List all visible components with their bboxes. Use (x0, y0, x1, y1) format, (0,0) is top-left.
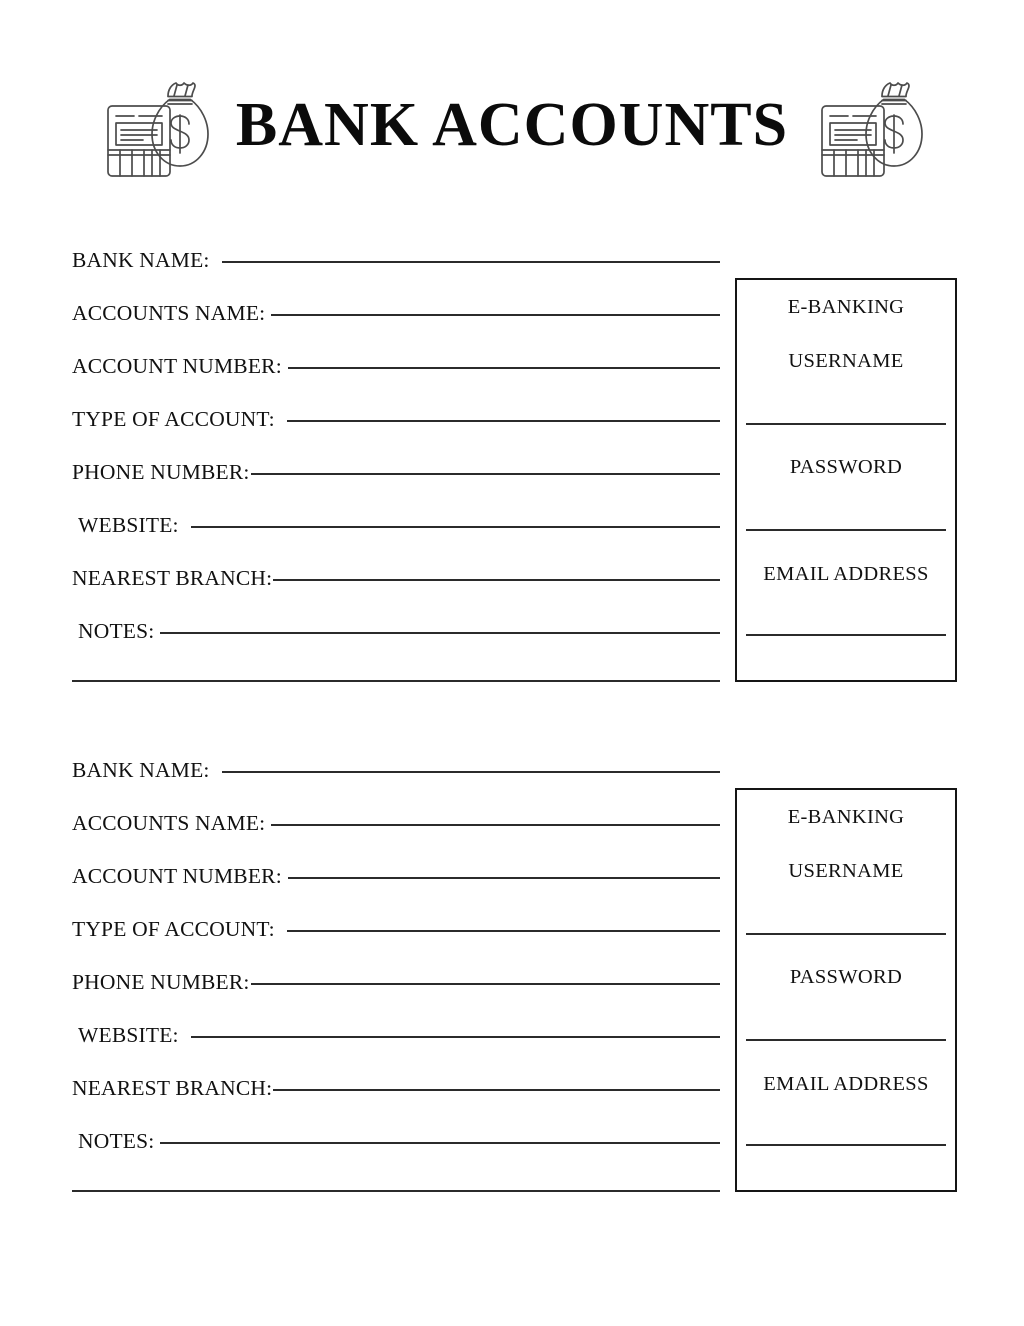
notes-label: NOTES: (78, 619, 155, 643)
ebanking-username-input[interactable] (746, 423, 946, 425)
phone-number-input[interactable] (251, 473, 720, 475)
field-row-nearest-branch[interactable] (72, 566, 720, 596)
field-row-nearest-branch[interactable] (72, 1076, 720, 1106)
field-row-website[interactable] (78, 513, 720, 543)
ebanking-email-input[interactable] (746, 1144, 946, 1146)
field-row-account-number[interactable] (72, 354, 720, 384)
field-row-notes[interactable] (78, 1129, 720, 1159)
field-row-bank-name[interactable] (72, 248, 720, 278)
notes-input[interactable] (160, 632, 720, 634)
field-row-phone-number[interactable] (72, 970, 720, 1000)
nearest-branch-label: NEAREST BRANCH: (72, 1076, 273, 1100)
phone-number-label: PHONE NUMBER: (72, 970, 250, 994)
phone-number-input[interactable] (251, 983, 720, 985)
ebanking-heading: E-BANKING (787, 806, 905, 828)
ebanking-panel (735, 788, 957, 1192)
notes-label: NOTES: (78, 1129, 155, 1153)
accounts-name-label: ACCOUNTS NAME: (72, 811, 266, 835)
nearest-branch-input[interactable] (273, 1089, 720, 1091)
field-row-accounts-name[interactable] (72, 811, 720, 841)
account-number-input[interactable] (288, 367, 720, 369)
field-row-type-of-account[interactable] (72, 917, 720, 947)
website-input[interactable] (191, 1036, 720, 1038)
ebanking-username-label: USERNAME (788, 350, 904, 372)
account-number-label: ACCOUNT NUMBER: (72, 354, 282, 378)
bank-name-label: BANK NAME: (72, 758, 210, 782)
ebanking-password-input[interactable] (746, 529, 946, 531)
page-title: BANK ACCOUNTS (235, 91, 789, 159)
notes-continuation-line[interactable] (72, 680, 720, 682)
ebanking-heading: E-BANKING (787, 296, 905, 318)
ebanking-email-label: EMAIL ADDRESS (763, 1073, 929, 1095)
type-of-account-label: TYPE OF ACCOUNT: (72, 407, 275, 431)
ebanking-password-input[interactable] (746, 1039, 946, 1041)
money-bag-and-bill-icon (812, 72, 930, 190)
field-row-phone-number[interactable] (72, 460, 720, 490)
bank-name-label: BANK NAME: (72, 248, 210, 272)
nearest-branch-label: NEAREST BRANCH: (72, 566, 273, 590)
field-row-website[interactable] (78, 1023, 720, 1053)
accounts-name-input[interactable] (271, 824, 720, 826)
notes-continuation-line[interactable] (72, 1190, 720, 1192)
type-of-account-label: TYPE OF ACCOUNT: (72, 917, 275, 941)
bank-name-input[interactable] (222, 261, 720, 263)
account-number-label: ACCOUNT NUMBER: (72, 864, 282, 888)
accounts-name-label: ACCOUNTS NAME: (72, 301, 266, 325)
type-of-account-input[interactable] (287, 420, 720, 422)
notes-input[interactable] (160, 1142, 720, 1144)
page-header (0, 58, 1024, 193)
field-row-type-of-account[interactable] (72, 407, 720, 437)
nearest-branch-input[interactable] (273, 579, 720, 581)
website-label: WEBSITE: (78, 1023, 179, 1047)
phone-number-label: PHONE NUMBER: (72, 460, 250, 484)
account-number-input[interactable] (288, 877, 720, 879)
ebanking-username-label: USERNAME (788, 860, 904, 882)
website-input[interactable] (191, 526, 720, 528)
ebanking-panel (735, 278, 957, 682)
ebanking-password-label: PASSWORD (789, 966, 903, 988)
ebanking-username-input[interactable] (746, 933, 946, 935)
accounts-name-input[interactable] (271, 314, 720, 316)
type-of-account-input[interactable] (287, 930, 720, 932)
ebanking-password-label: PASSWORD (789, 456, 903, 478)
field-row-notes[interactable] (78, 619, 720, 649)
ebanking-email-label: EMAIL ADDRESS (763, 563, 929, 585)
field-row-accounts-name[interactable] (72, 301, 720, 331)
website-label: WEBSITE: (78, 513, 179, 537)
bank-name-input[interactable] (222, 771, 720, 773)
field-row-bank-name[interactable] (72, 758, 720, 788)
ebanking-email-input[interactable] (746, 634, 946, 636)
field-row-account-number[interactable] (72, 864, 720, 894)
